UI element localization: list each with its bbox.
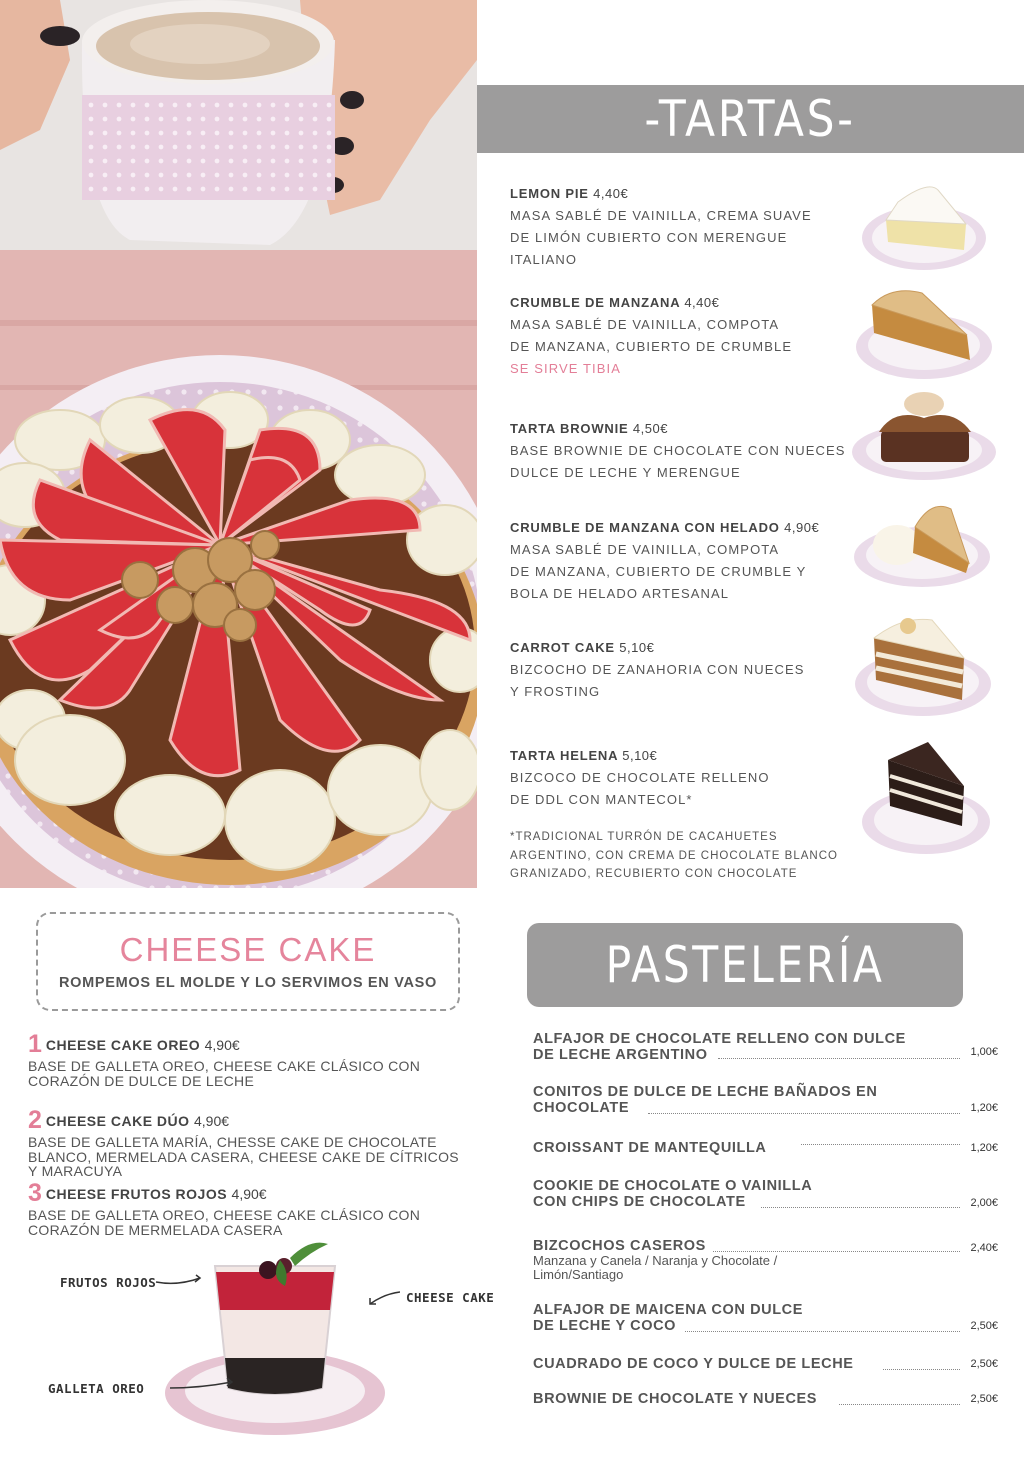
item-name: CHEESE CAKE OREO [45, 1037, 201, 1053]
item-name: COOKIE DE CHOCOLATE O VAINILLA [533, 1178, 813, 1194]
cheese-cake-subtitle: ROMPEMOS EL MOLDE Y LO SERVIMOS EN VASO [58, 975, 438, 991]
item-price: 2,00€ [970, 1197, 998, 1209]
item-price: 2,50€ [970, 1320, 998, 1332]
tarta-name: CRUMBLE DE MANZANA [510, 295, 680, 310]
cheese-cake-item [28, 1179, 468, 1237]
carrot-cake-photo [852, 608, 994, 718]
pasteleria-banner [527, 923, 963, 1007]
item-name: BROWNIE DE CHOCOLATE Y NUECES [533, 1391, 818, 1407]
tarta-item [510, 418, 850, 484]
item-number: 2 [28, 1106, 42, 1134]
hero-illustration [0, 0, 477, 888]
dot-leader [839, 1404, 960, 1405]
item-name: CHOCOLATE [533, 1100, 630, 1116]
crumble-photo [852, 285, 996, 381]
item-desc: BASE DE GALLETA OREO, CHEESE CAKE CLÁSICO CON [28, 1058, 421, 1074]
tarta-name: TARTA BROWNIE [510, 421, 629, 436]
item-desc: BASE DE GALLETA MARÍA, CHESSE CAKE DE CHOCOLATE [28, 1134, 437, 1150]
tarta-desc: DE DDL CON MANTECOL* [510, 792, 693, 807]
item-name: CUADRADO DE COCO Y DULCE DE LECHE [533, 1356, 854, 1372]
item-flavors: Manzana y Canela / Naranja y Chocolate / [533, 1253, 778, 1268]
tartas-title: -TARTAS- [644, 90, 857, 148]
label-arrows [150, 1270, 400, 1400]
item-name: DE LECHE ARGENTINO [533, 1047, 708, 1063]
tarta-desc: ITALIANO [510, 252, 578, 267]
tarta-desc: MASA SABLÉ DE VAINILLA, COMPOTA [510, 317, 780, 332]
pasteleria-item [533, 1084, 998, 1116]
item-name: DE LECHE Y COCO [533, 1318, 677, 1334]
item-desc: CORAZÓN DE DULCE DE LECHE [28, 1072, 255, 1089]
tarta-price: 4,40€ [684, 295, 720, 310]
arrow-galleta [170, 1382, 232, 1388]
item-flavors: Limón/Santiago [533, 1267, 624, 1282]
tarta-desc: BIZCOCO DE CHOCOLATE RELLENO [510, 770, 770, 785]
cheese-cake-header [36, 912, 460, 1011]
pasteleria-item [533, 1031, 998, 1063]
tarta-item [510, 183, 850, 271]
tarta-name: CARROT CAKE [510, 640, 615, 655]
dot-leader [718, 1058, 960, 1059]
tarta-desc: DE LIMÓN CUBIERTO CON MERENGUE [510, 230, 788, 245]
dot-leader [883, 1369, 960, 1370]
item-price: 2,50€ [970, 1393, 998, 1405]
item-price: 4,90€ [194, 1113, 230, 1129]
pasteleria-item [533, 1238, 998, 1282]
arrow-frutos [156, 1278, 200, 1283]
brownie-photo [849, 390, 999, 482]
tarta-desc: DULCE DE LECHE Y MERENGUE [510, 465, 741, 480]
cheese-cake-item [28, 1106, 468, 1179]
tarta-desc: MASA SABLÉ DE VAINILLA, CREMA SUAVE [510, 208, 812, 223]
tarta-desc: BASE BROWNIE DE CHOCOLATE CON NUECES [510, 443, 846, 458]
tartas-banner [477, 85, 1024, 153]
item-name: CHEESE CAKE DÚO [45, 1113, 190, 1129]
item-name: ALFAJOR DE CHOCOLATE RELLENO CON DULCE [533, 1031, 906, 1047]
pasteleria-item [533, 1302, 998, 1334]
pasteleria-item [533, 1178, 998, 1210]
tarta-note: SE SIRVE TIBIA [510, 361, 622, 376]
tarta-desc: DE MANZANA, CUBIERTO DE CRUMBLE [510, 339, 793, 354]
item-name: BIZCOCHOS CASEROS [533, 1238, 706, 1254]
tarta-price: 5,10€ [619, 640, 655, 655]
footnote-line: GRANIZADO, RECUBIERTO CON CHOCOLATE [510, 868, 798, 880]
tarta-name: TARTA HELENA [510, 748, 618, 763]
item-name: CROISSANT DE MANTEQUILLA [533, 1140, 767, 1156]
item-number: 3 [28, 1179, 42, 1207]
pasteleria-item [533, 1140, 998, 1156]
tarta-price: 4,90€ [784, 520, 820, 535]
item-price: 1,00€ [970, 1046, 998, 1058]
tarta-desc: BIZCOCHO DE ZANAHORIA CON NUECES [510, 662, 805, 677]
item-name: CHEESE FRUTOS ROJOS [45, 1186, 228, 1202]
tarta-price: 4,50€ [632, 421, 668, 436]
label-frutos-rojos: FRUTOS ROJOS [60, 1275, 157, 1290]
cheese-cake-item [28, 1030, 468, 1088]
helena-cake-photo [858, 740, 994, 858]
lemon-pie-photo [858, 180, 990, 272]
tarta-name: CRUMBLE DE MANZANA CON HELADO [510, 520, 780, 535]
item-price: 2,40€ [970, 1242, 998, 1254]
tarta-item [510, 517, 850, 605]
pasteleria-item [533, 1391, 998, 1407]
dot-leader [713, 1251, 960, 1252]
crumble-helado-photo [851, 497, 993, 591]
footnote-line: *TRADICIONAL TURRÓN DE CACAHUETES [510, 831, 778, 843]
dot-leader [685, 1331, 960, 1332]
arrow-cheese [370, 1292, 400, 1304]
tartas-footnote [510, 828, 855, 884]
item-desc: BLANCO, MERMELADA CASERA, CHEESE CAKE DE CÍTRICOS [28, 1148, 459, 1165]
tarta-desc: DE MANZANA, CUBIERTO DE CRUMBLE Y [510, 564, 807, 579]
tarta-item [510, 292, 850, 380]
dot-leader [761, 1207, 960, 1208]
tarta-price: 5,10€ [622, 748, 658, 763]
label-galleta-oreo: GALLETA OREO [48, 1381, 145, 1396]
item-name: ALFAJOR DE MAICENA CON DULCE [533, 1302, 804, 1318]
tarta-item [510, 745, 850, 811]
item-name: CONITOS DE DULCE DE LECHE BAÑADOS EN [533, 1084, 878, 1100]
item-desc: CORAZÓN DE MERMELADA CASERA [28, 1221, 283, 1238]
label-cheese-cake: CHEESE CAKE [406, 1290, 495, 1305]
item-price: 2,50€ [970, 1358, 998, 1370]
footnote-line: ARGENTINO, CON CREMA DE CHOCOLATE BLANCO [510, 849, 838, 862]
pasteleria-item [533, 1356, 998, 1372]
item-number: 1 [28, 1030, 42, 1058]
item-price: 4,90€ [231, 1186, 267, 1202]
tarta-name: LEMON PIE [510, 186, 589, 201]
tarta-item [510, 637, 850, 703]
tarta-desc: BOLA DE HELADO ARTESANAL [510, 586, 730, 601]
cheese-cake-title: CHEESE CAKE [119, 931, 377, 968]
item-price: 1,20€ [970, 1142, 998, 1154]
tarta-price: 4,40€ [593, 186, 629, 201]
dot-leader [648, 1113, 960, 1114]
item-price: 1,20€ [970, 1102, 998, 1114]
tarta-desc: Y FROSTING [510, 684, 601, 699]
item-price: 4,90€ [204, 1037, 240, 1053]
item-desc: BASE DE GALLETA OREO, CHEESE CAKE CLÁSICO CON [28, 1207, 421, 1223]
tarta-desc: MASA SABLÉ DE VAINILLA, COMPOTA [510, 542, 780, 557]
item-desc: Y MARACUYA [28, 1163, 123, 1179]
hero-photo-waffle [0, 0, 477, 888]
pasteleria-title: PASTELERÍA [605, 936, 885, 994]
item-name: CON CHIPS DE CHOCOLATE [533, 1194, 746, 1210]
dot-leader [801, 1144, 960, 1145]
